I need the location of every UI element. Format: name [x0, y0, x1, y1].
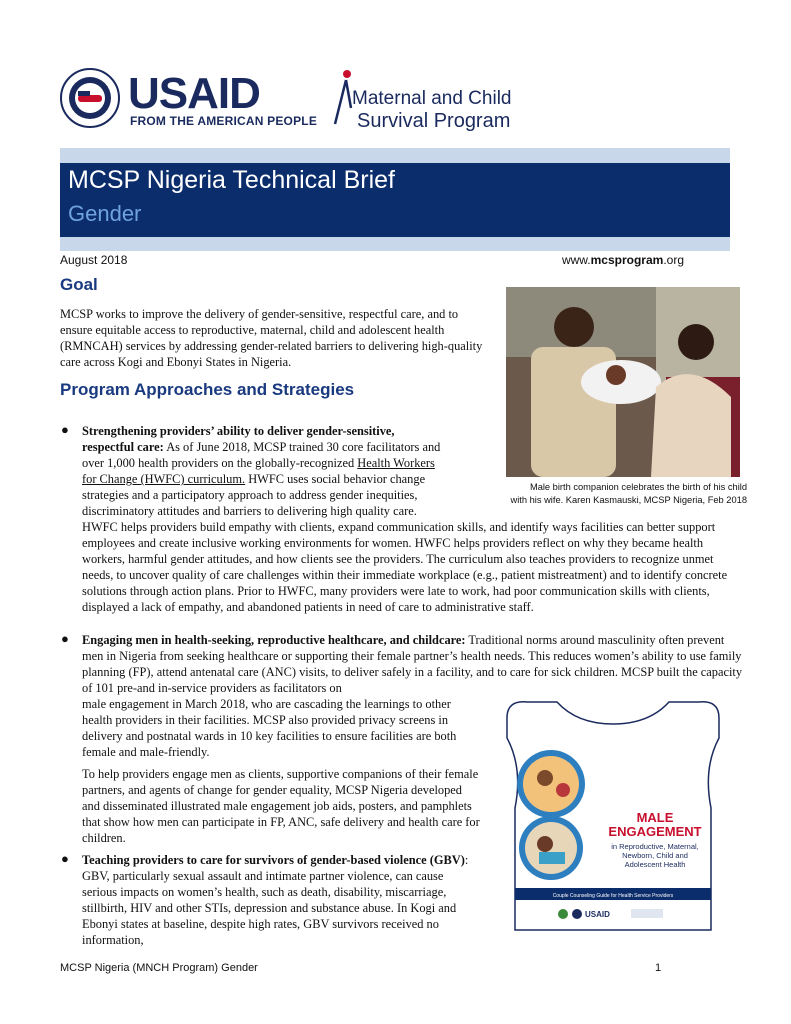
brief-subtitle: Gender [68, 201, 142, 226]
birth-companion-photo [506, 287, 740, 477]
usaid-wordmark: USAID [128, 69, 260, 118]
brief-title: MCSP Nigeria Technical Brief [68, 166, 395, 194]
goal-heading: Goal [60, 275, 98, 294]
bullet2-paragraph2: To help providers engage men as clients, supportive companions of their female partners, and agents of change for gender equality, MCSP Nigeria developed and disseminated illustrated male engagement job aids, posters, and pamphlets that show how men can participate in FP, ANC, safe delivery and health care for children. [82, 767, 480, 845]
bullet1-body: HWFC helps providers build empathy with clients, expand communication skills, and identify ways facilities can better support employees and create inclusive working environments for women. HWFC helps providers reflect on why they became health workers, harmful gender attitudes, and how clients see the providers. The curriculum also teaches providers to recognize unmet needs, to uncover quality of care challenges within their immediate workplace (e.g., patient mistreatment) and to identify concrete solutions through action plans. Prior to HWFC, many providers were late to work, had poor communication skills with clients, displayed a lack of empathy, and abandoned patients in need of care to administrative staff. [82, 520, 728, 614]
poster-title-2: ENGAGEMENT [608, 824, 702, 839]
bullet1-lead-lines: Strengthening providers’ ability to deliver gender-sensitive, respectful care: As of June 2018, MCSP trained 30 core facilitators and over 1,000 health providers on the globally-recognized Health Workers for Change (HWFC) curriculum. HWFC uses social behavior change strategies and a participatory approach to address gender inequities, discriminatory attitudes and barriers to delivering high quality care. [82, 424, 441, 518]
poster-sub-1: in Reproductive, Maternal, [611, 842, 699, 851]
poster-sub-2: Newborn, Child and [622, 851, 688, 860]
poster-sub-3: Adolescent Health [624, 860, 686, 869]
bullet-marker: ● [61, 422, 69, 437]
bullet3-body: Teaching providers to care for survivors of gender-based violence (GBV): GBV, particularly sexual assault and intimate partner violence, can cause serious impacts on women’s health, such as death, disability, miscarriage, stillbirth, HIV and other STIs, depression and substance abuse. In Kogi and Ebonyi states at baseline, despite high rates, GBV survivors received no information, [82, 853, 469, 947]
hwfc-curriculum-link-cont[interactable]: for Change (HWFC) curriculum. [82, 472, 246, 486]
poster-band-text: Couple Counseling Guide for Health Service Providers [552, 893, 674, 899]
publication-date: August 2018 [60, 253, 128, 267]
bullet-marker: ● [61, 631, 69, 646]
usaid-seal-logo [60, 68, 120, 128]
program-name-line1: Maternal and Child [352, 88, 512, 109]
poster-title-1: MALE [636, 810, 674, 825]
program-name-line2: Survival Program [357, 110, 511, 132]
goal-paragraph: MCSP works to improve the delivery of gender-sensitive, respectful care, and to ensure equitable access to reproductive, maternal, child and adolescent health (RMNCAH) services by addressing gender-related barriers to delivering high-quality care across Kogi and Ebonyi States in Nigeria. [60, 307, 483, 369]
program-approaches-heading: Program Approaches and Strategies [60, 380, 355, 399]
footer-title: MCSP Nigeria (MNCH Program) Gender [60, 962, 258, 974]
bullet2-body: Engaging men in health-seeking, reproductive healthcare, and childcare: Traditional norms around masculinity often prevent men in Nigeria from seeking healthcare or supporting their female partner’s health needs. This reduces women’s ability to use family planning (FP), attend antenatal care (ANC) visits, to deliver safely in a facility, and to care for sick children. MCSP built the capacity of 101 pre-and in-service providers as facilitators on [82, 633, 743, 695]
hwfc-curriculum-link[interactable]: Health Workers [357, 456, 435, 470]
photo-caption: Male birth companion celebrates the birth of his child with his wife. Karen Kasmauski, MCSP Nigeria, Feb 2018 [510, 482, 747, 505]
bullet2-body-narrow: male engagement in March 2018, who are cascading the learnings to other health providers in their facilities. MCSP also provided privacy screens in delivery and postnatal wards in 10 key facilities to ensure facilities are both female and male-friendly. [82, 697, 457, 759]
page-number: 1 [655, 962, 662, 974]
poster-usaid-logo: USAID [585, 910, 610, 919]
usaid-tagline: FROM THE AMERICAN PEOPLE [130, 114, 318, 128]
website-link[interactable]: www.mcsprogram.org [561, 253, 684, 267]
male-engagement-poster [497, 698, 729, 938]
bullet-marker: ● [61, 851, 69, 866]
